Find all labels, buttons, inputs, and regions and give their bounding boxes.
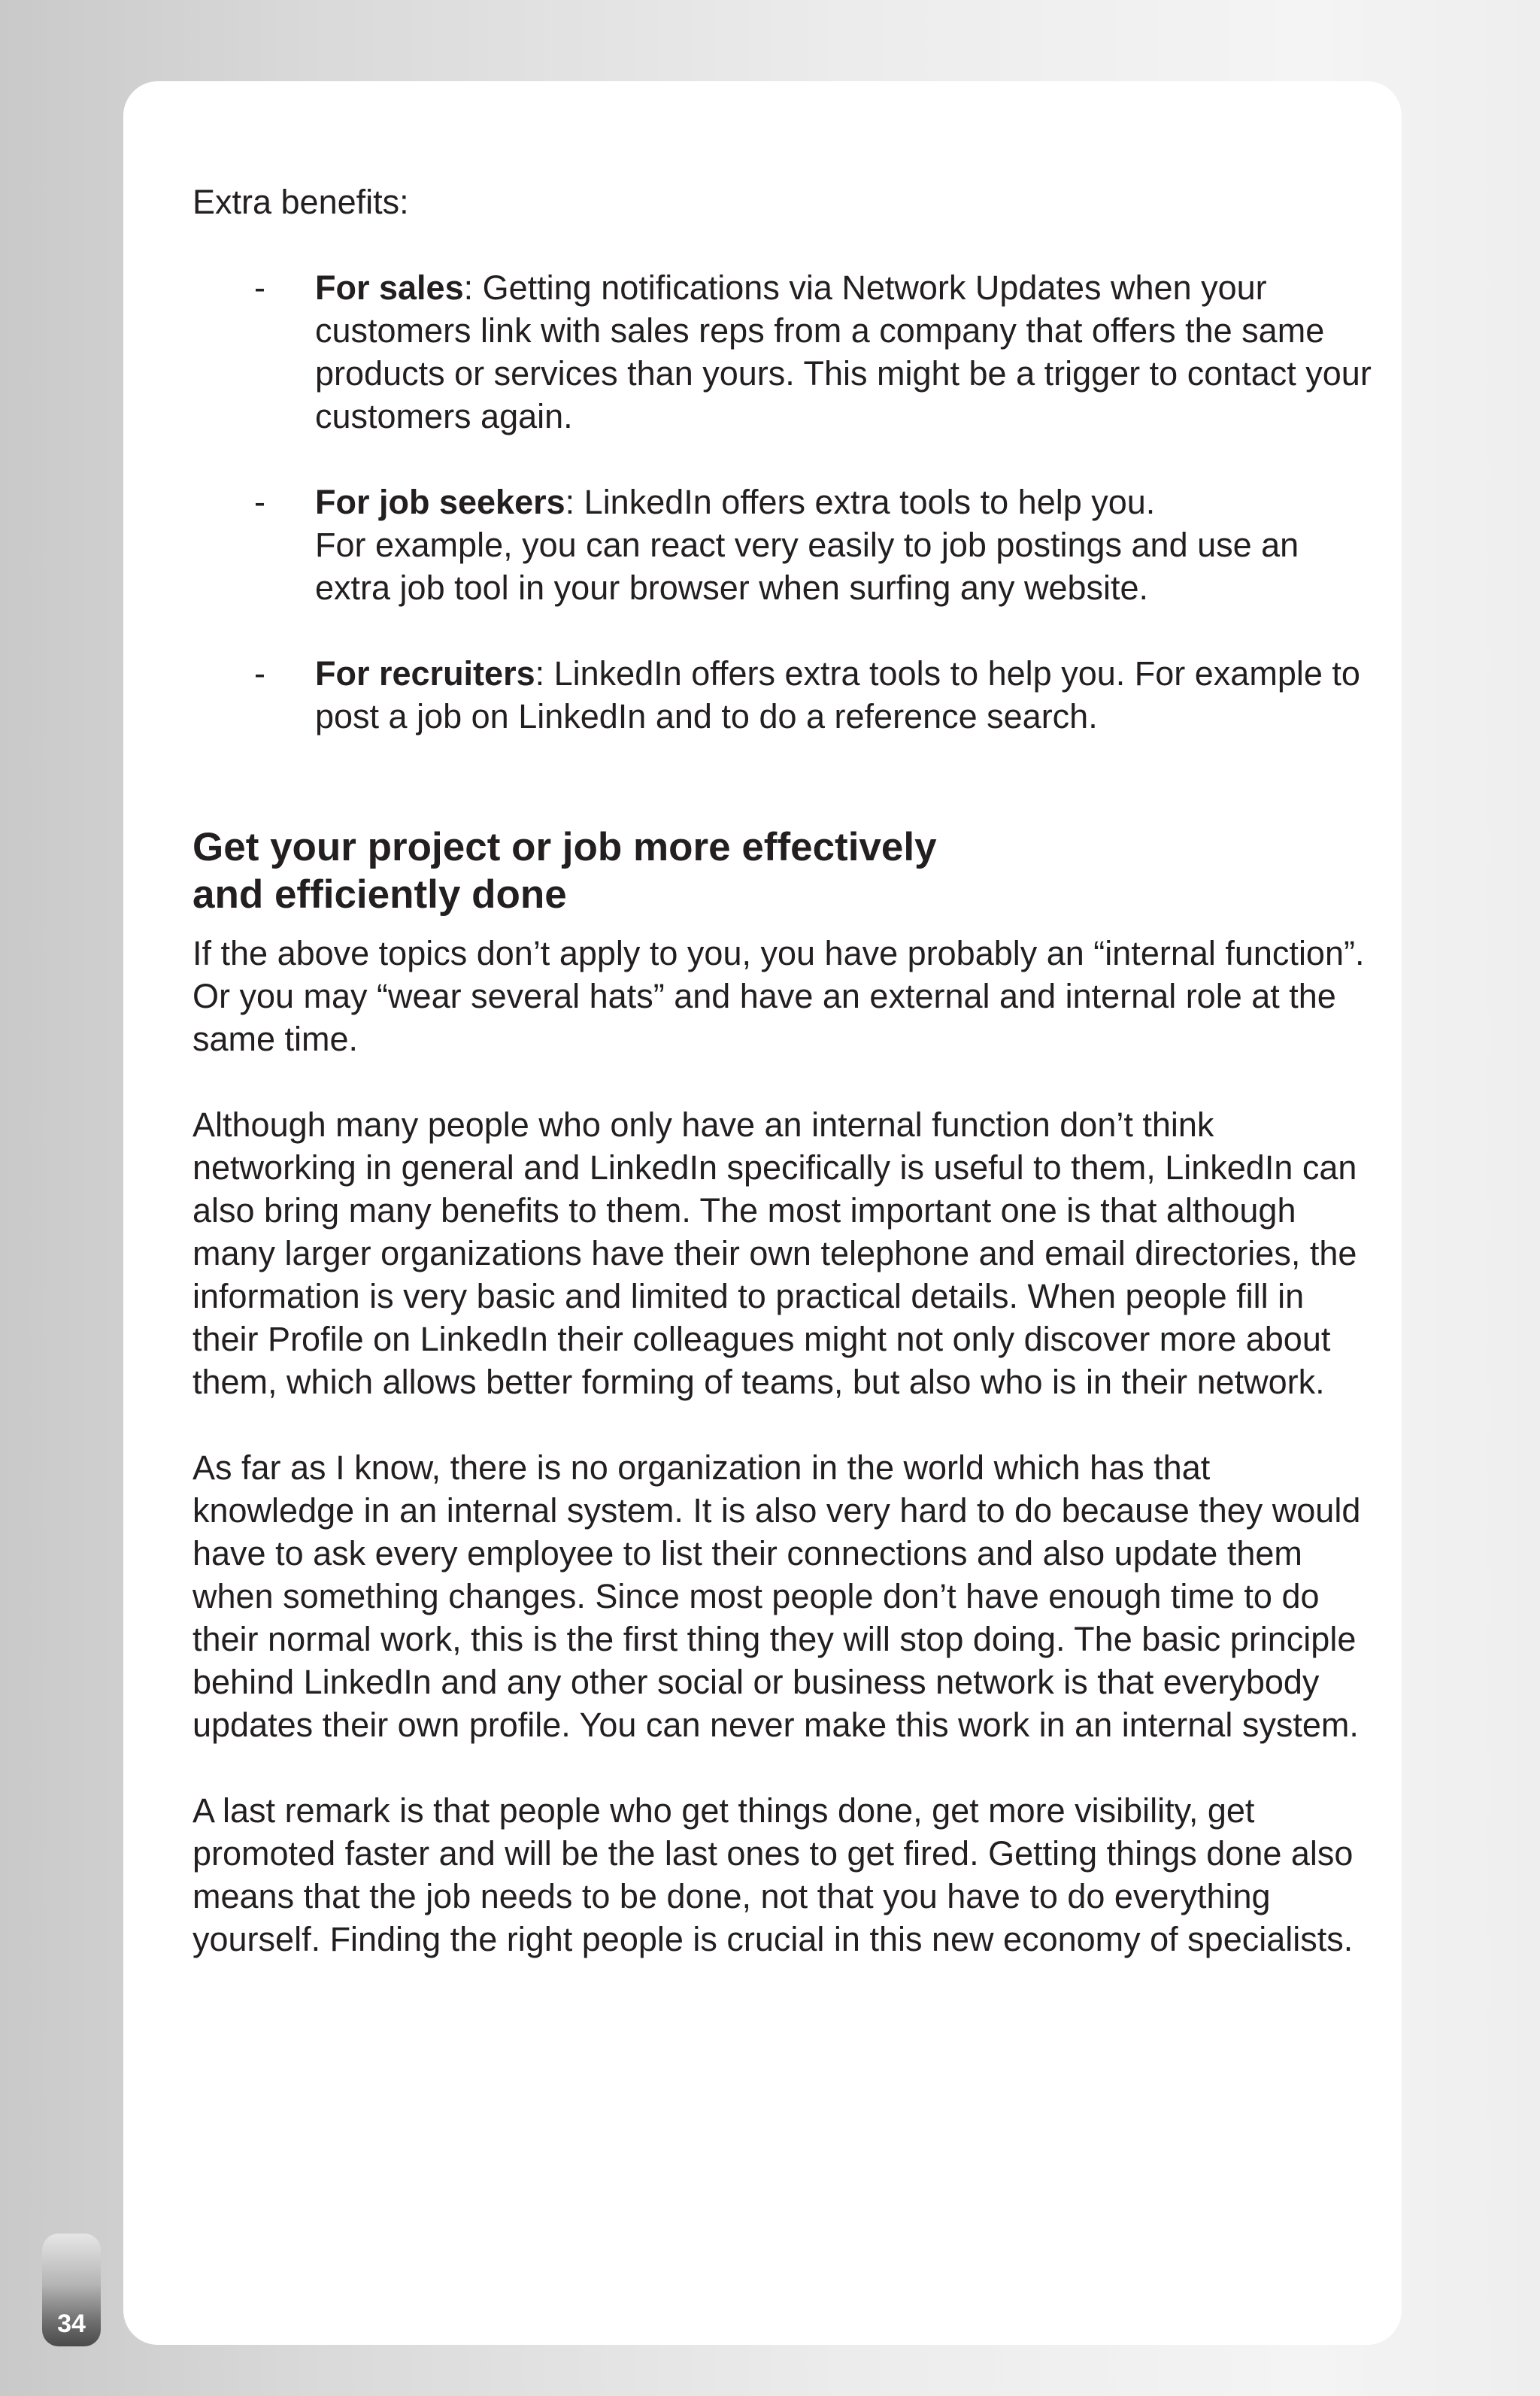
paragraph: A last remark is that people who get things done, get more visibility, get promoted faster and will be the last ones to get fired. Getting things done also means that the job needs to be done, not that you have to do everything yourself. Finding the right people is crucial in this new economy of specialists.	[192, 1791, 1354, 1958]
section-heading-line1: Get your project or job more effectively	[192, 825, 937, 869]
bullet-text: : LinkedIn offers extra tools to help you.	[565, 483, 1156, 521]
bullet-recruiters	[192, 652, 1373, 738]
bullet-term: For sales	[315, 268, 464, 307]
bullet-sales	[192, 266, 1373, 438]
page-number: 34	[57, 2310, 86, 2338]
bullet-dash: -	[254, 268, 265, 307]
bullet-text: : Getting notifications via Network Updates when your customers link with sales reps from a company that offers the same products or services than yours. This might be a trigger to contact your customers again.	[315, 268, 1372, 435]
page-number-tab	[42, 2234, 101, 2346]
section-heading-line2: and efficiently done	[192, 872, 567, 917]
paragraph: If the above topics don’t apply to you, you have probably an “internal function”. Or you may “wear several hats” and have an external and internal role at the same time.	[192, 934, 1365, 1058]
bullet-job-seekers	[192, 481, 1373, 609]
intro-text: Extra benefits:	[192, 183, 409, 221]
bullet-term: For recruiters	[315, 654, 535, 693]
bullet-dash: -	[254, 654, 265, 693]
bullet-text: : LinkedIn offers extra tools to help you. For example to post a job on LinkedIn and to do a reference search.	[315, 654, 1360, 735]
page-card	[123, 81, 1402, 2345]
bullet-term: For job seekers	[315, 483, 565, 521]
section-heading	[192, 823, 1373, 918]
bullet-dash: -	[254, 483, 265, 521]
paragraph: Although many people who only have an internal function don’t think networking in general and LinkedIn specifically is useful to them, LinkedIn can also bring many benefits to them. The most important one is that although many larger organizations have their own telephone and email directories, the information is very basic and limited to practical details. When people fill in their Profile on LinkedIn their colleagues might not only discover more about them, which allows better forming of teams, but also who is in their network.	[192, 1105, 1357, 1401]
bullet-text-continued: For example, you can react very easily to job postings and use an extra job tool in your browser when surfing any website.	[315, 526, 1299, 607]
page-content	[192, 180, 1373, 2003]
paragraph: As far as I know, there is no organization in the world which has that knowledge in an internal system. It is also very hard to do because they would have to ask every employee to list their connections and also update them when something changes. Since most people don’t have enough time to do their normal work, this is the first thing they will stop doing. The basic principle behind LinkedIn and any other social or business network is that everybody updates their own profile. You can never make this work in an internal system.	[192, 1448, 1361, 1744]
